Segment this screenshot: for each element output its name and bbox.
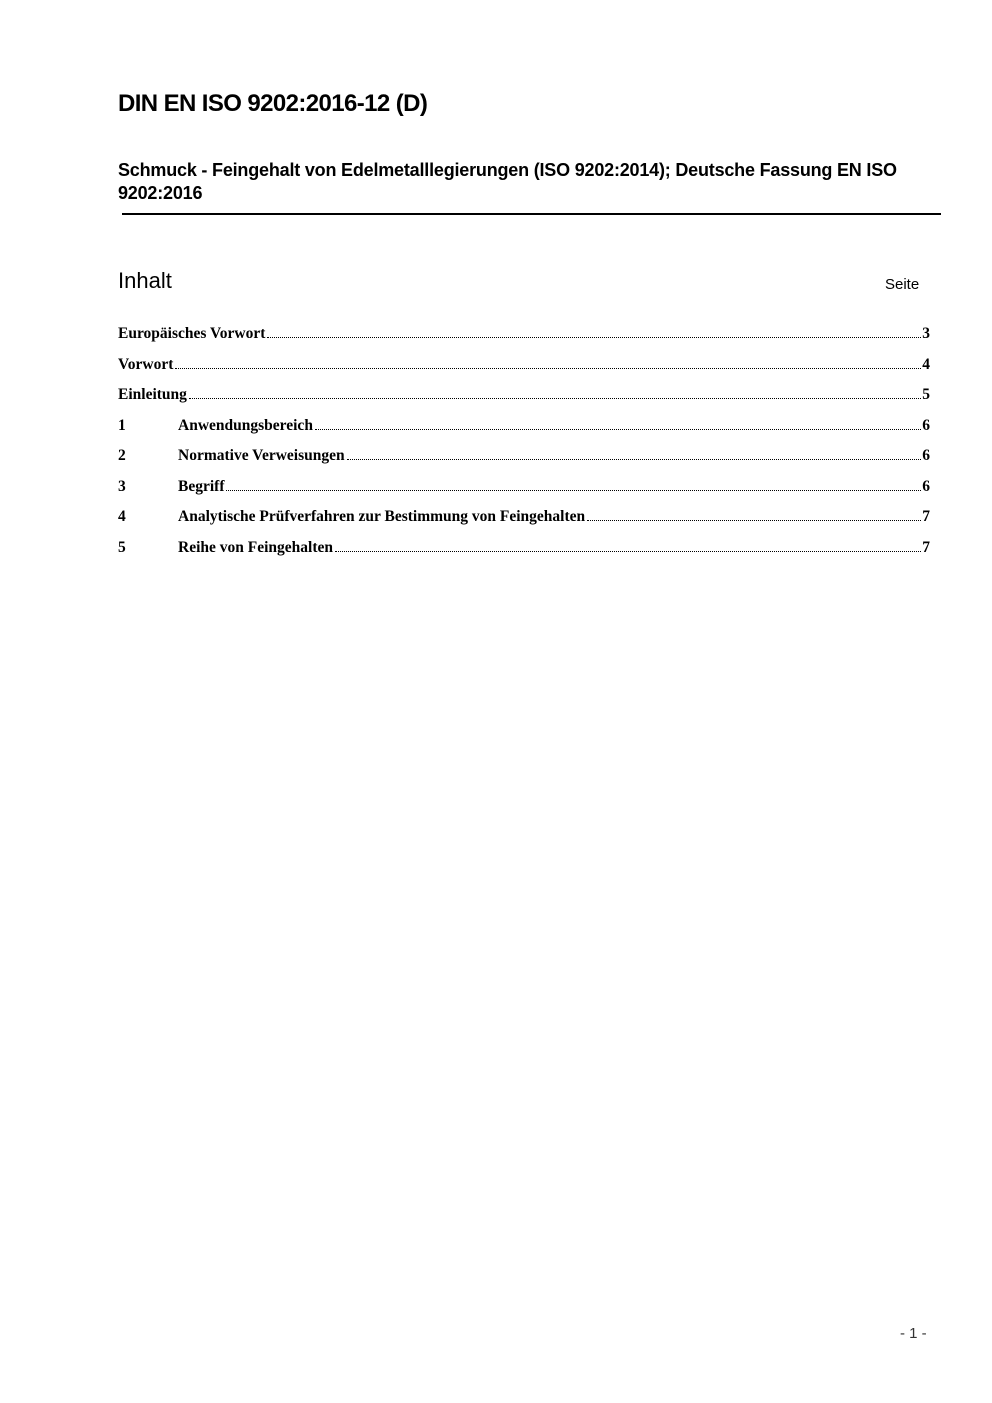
toc-leader-dots xyxy=(226,489,921,491)
toc-entry-title[interactable]: Europäisches Vorwort xyxy=(118,325,266,342)
document-title: DIN EN ISO 9202:2016-12 (D) xyxy=(118,90,428,117)
page-column-label: Seite xyxy=(885,276,920,293)
toc-entry-page[interactable]: 6 xyxy=(922,416,930,434)
toc-entry-title[interactable]: Anwendungsbereich xyxy=(178,416,313,434)
title-divider xyxy=(122,213,941,215)
toc-entry-title[interactable]: Reihe von Feingehalten xyxy=(178,538,333,556)
toc-entry-title[interactable]: Begriff xyxy=(178,477,225,495)
toc-leader-dots xyxy=(347,458,922,460)
toc-entry-number: 5 xyxy=(118,538,126,556)
toc-leader-dots xyxy=(335,550,921,552)
toc-entry[interactable] xyxy=(118,539,930,570)
toc-entry[interactable] xyxy=(118,447,930,478)
page-number: - 1 - xyxy=(900,1325,927,1342)
toc-leader-dots xyxy=(267,336,921,338)
toc-entry-title[interactable]: Normative Verweisungen xyxy=(178,447,345,464)
toc-leader-dots xyxy=(189,397,921,399)
toc-entry-title[interactable]: Analytische Prüfverfahren zur Bestimmung von Feingehalten xyxy=(178,508,586,525)
toc-entry[interactable] xyxy=(118,325,930,356)
toc-entry-number: 4 xyxy=(118,508,126,525)
toc-leader-dots xyxy=(175,367,921,369)
toc-heading: Inhalt xyxy=(118,268,172,293)
toc-entry-title[interactable]: Vorwort xyxy=(118,355,174,373)
toc-entry-number: 3 xyxy=(118,477,126,495)
toc-entry-number: 1 xyxy=(118,416,126,434)
table-of-contents xyxy=(118,325,930,569)
toc-entry-page[interactable]: 6 xyxy=(922,477,930,495)
toc-entry-page[interactable]: 6 xyxy=(922,447,930,464)
toc-entry[interactable] xyxy=(118,417,930,448)
toc-entry-page[interactable]: 7 xyxy=(922,538,930,556)
toc-entry[interactable] xyxy=(118,508,930,539)
toc-entry-page[interactable]: 3 xyxy=(922,325,930,342)
toc-entry-page[interactable]: 5 xyxy=(922,386,930,403)
toc-leader-dots xyxy=(315,428,921,430)
toc-entry-page[interactable]: 4 xyxy=(922,355,930,373)
toc-entry[interactable] xyxy=(118,478,930,509)
toc-leader-dots xyxy=(587,519,921,521)
toc-entry-number: 2 xyxy=(118,447,126,464)
toc-entry[interactable] xyxy=(118,356,930,387)
toc-entry[interactable] xyxy=(118,386,930,417)
toc-entry-page[interactable]: 7 xyxy=(922,508,930,525)
toc-entry-title[interactable]: Einleitung xyxy=(118,386,187,403)
document-subtitle: Schmuck - Feingehalt von Edelmetalllegierungen (ISO 9202:2014); Deutsche Fassung EN ISO 9202:2016 xyxy=(118,160,897,203)
